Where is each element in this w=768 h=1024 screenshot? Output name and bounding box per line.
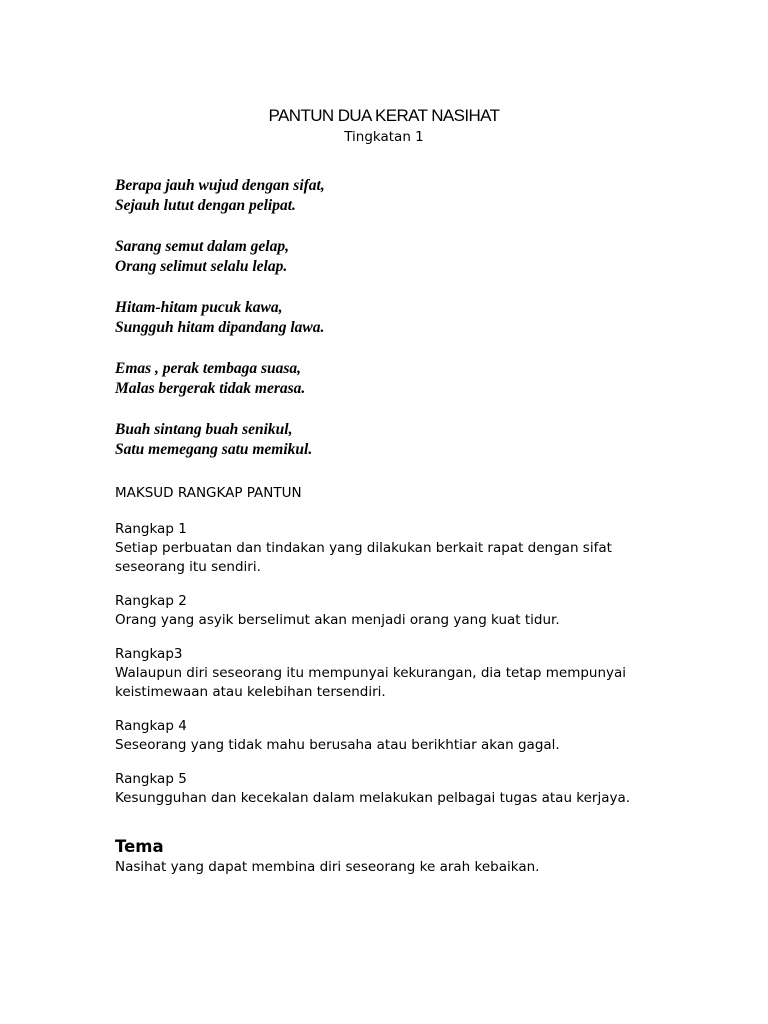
meaning-section — [115, 484, 675, 823]
rangkap-text: keistimewaan atau kelebihan tersendiri. — [115, 684, 386, 700]
rangkap-text: seseorang itu sendiri. — [115, 559, 261, 575]
pantun-stanza-2 — [115, 237, 675, 277]
pantun-line: Satu memegang satu memikul. — [115, 441, 313, 458]
rangkap-text: Walaupun diri seseorang itu mempunyai kekurangan, dia tetap mempunyai — [115, 665, 627, 681]
tema-heading: Tema — [115, 837, 164, 856]
tema-section — [115, 836, 675, 877]
document-subtitle: Tingkatan 1 — [344, 129, 424, 145]
tema-text: Nasihat yang dapat membina diri seseorang ke arah kebaikan. — [115, 859, 540, 875]
pantun-poem — [115, 176, 675, 481]
rangkap-item-1 — [115, 520, 675, 577]
document-title: PANTUN DUA KERAT NASIHAT — [268, 106, 500, 125]
rangkap-text: Kesungguhan dan kecekalan dalam melakukan pelbagai tugas atau kerjaya. — [115, 790, 631, 806]
pantun-stanza-4 — [115, 359, 675, 399]
rangkap-item-2 — [115, 592, 675, 630]
meaning-heading: MAKSUD RANGKAP PANTUN — [115, 485, 302, 501]
pantun-line: Buah sintang buah senikul, — [115, 421, 293, 438]
pantun-line: Berapa jauh wujud dengan sifat, — [115, 177, 325, 194]
rangkap-label: Rangkap 2 — [115, 593, 187, 609]
pantun-line: Emas , perak tembaga suasa, — [115, 360, 302, 377]
pantun-line: Orang selimut selalu lelap. — [115, 258, 288, 275]
pantun-line: Malas bergerak tidak merasa. — [115, 380, 306, 397]
pantun-stanza-5 — [115, 420, 675, 460]
rangkap-label: Rangkap 5 — [115, 771, 187, 787]
pantun-line: Hitam-hitam pucuk kawa, — [115, 299, 283, 316]
rangkap-text: Setiap perbuatan dan tindakan yang dilakukan berkait rapat dengan sifat — [115, 540, 612, 556]
rangkap-item-3 — [115, 645, 675, 702]
rangkap-label: Rangkap 4 — [115, 718, 187, 734]
pantun-line: Sarang semut dalam gelap, — [115, 238, 289, 255]
pantun-line: Sungguh hitam dipandang lawa. — [115, 319, 325, 336]
rangkap-label: Rangkap3 — [115, 646, 183, 662]
rangkap-item-5 — [115, 770, 675, 808]
rangkap-label: Rangkap 1 — [115, 521, 187, 537]
rangkap-item-4 — [115, 717, 675, 755]
pantun-stanza-3 — [115, 298, 675, 338]
rangkap-text: Orang yang asyik berselimut akan menjadi orang yang kuat tidur. — [115, 612, 560, 628]
pantun-line: Sejauh lutut dengan pelipat. — [115, 197, 296, 214]
pantun-stanza-1 — [115, 176, 675, 216]
rangkap-text: Seseorang yang tidak mahu berusaha atau berikhtiar akan gagal. — [115, 737, 560, 753]
